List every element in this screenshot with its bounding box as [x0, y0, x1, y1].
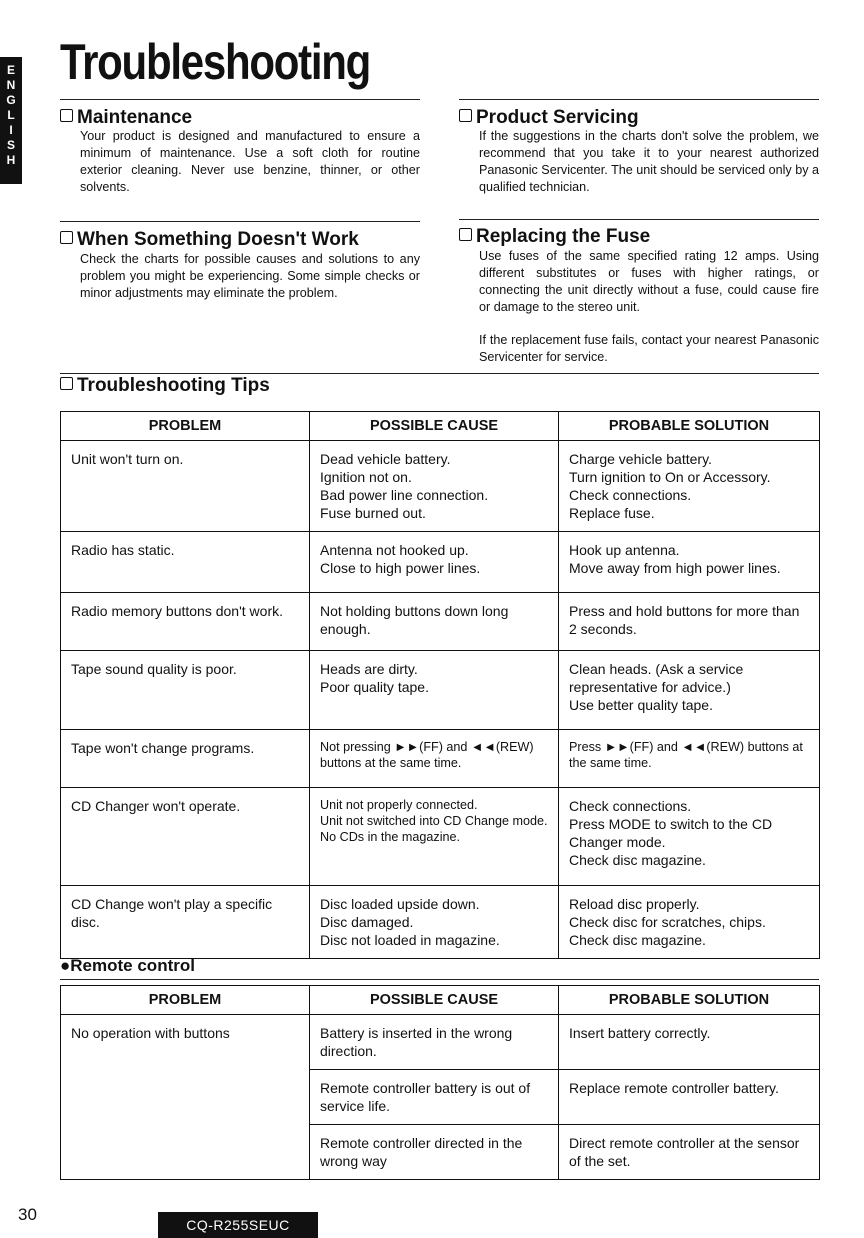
column-header-solution: PROBABLE SOLUTION [559, 986, 820, 1015]
cause-cell: Not holding buttons down long enough. [310, 593, 559, 651]
solution-cell: Press ►►(FF) and ◄◄(REW) buttons at the same time. [559, 730, 820, 788]
divider [459, 99, 819, 100]
solution-cell: Direct remote controller at the sensor of the set. [559, 1125, 820, 1180]
table-row [61, 886, 820, 959]
replacing-fuse-heading-text: Replacing the Fuse [476, 226, 651, 247]
solution-cell: Press and hold buttons for more than 2 seconds. [559, 593, 820, 651]
problem-cell: CD Changer won't operate. [61, 788, 310, 886]
replacing-fuse-heading [459, 226, 650, 248]
when-doesnt-work-body: Check the charts for possible causes and solutions to any problem you might be experiencing. Some simple checks or minor adjustments may eliminate the problem. [80, 252, 420, 300]
table-header-row [61, 412, 820, 441]
product-servicing-heading-text: Product Servicing [476, 107, 639, 128]
column-header-problem: PROBLEM [61, 412, 310, 441]
tips-heading-text: Troubleshooting Tips [77, 375, 270, 396]
column-header-solution: PROBABLE SOLUTION [559, 412, 820, 441]
problem-cell: Unit won't turn on. [61, 441, 310, 532]
model-badge: CQ-R255SEUC [158, 1212, 318, 1238]
solution-cell: Clean heads. (Ask a service representative for advice.) Use better quality tape. [559, 651, 820, 730]
table-row [61, 593, 820, 651]
solution-cell: Hook up antenna. Move away from high power lines. [559, 532, 820, 593]
product-servicing-heading [459, 107, 639, 129]
cause-cell: Heads are dirty. Poor quality tape. [310, 651, 559, 730]
problem-cell: CD Change won't play a specific disc. [61, 886, 310, 959]
table-row [61, 788, 820, 886]
solution-cell: Check connections. Press MODE to switch to the CD Changer mode. Check disc magazine. [559, 788, 820, 886]
cause-cell: Antenna not hooked up. Close to high power lines. [310, 532, 559, 593]
solution-cell: Reload disc properly. Check disc for scratches, chips. Check disc magazine. [559, 886, 820, 959]
column-header-cause: POSSIBLE CAUSE [310, 412, 559, 441]
replacing-fuse-body-2: If the replacement fuse fails, contact your nearest Panasonic Servicenter for service. [479, 333, 819, 364]
page-title: Troubleshooting [60, 34, 371, 90]
column-header-problem: PROBLEM [61, 986, 310, 1015]
table-row [61, 651, 820, 730]
table-row [61, 532, 820, 593]
maintenance-body: Your product is designed and manufactured to ensure a minimum of maintenance. Use a soft cloth for routine exterior cleaning. Never use benzine, thinner, or other solvents. [80, 129, 420, 194]
solution-cell: Charge vehicle battery. Turn ignition to On or Accessory. Check connections. Replace fuse. [559, 441, 820, 532]
troubleshooting-table [60, 411, 820, 959]
remote-control-table [60, 985, 820, 1180]
remote-control-heading [60, 956, 195, 976]
problem-cell: Tape sound quality is poor. [61, 651, 310, 730]
replacing-fuse-body: Use fuses of the same specified rating 12 amps. Using different substitutes or fuses with higher ratings, or connecting the unit directly without a fuse, could cause fire or damage to the stereo unit. [479, 249, 819, 314]
cause-cell: Battery is inserted in the wrong direction. [310, 1015, 559, 1070]
remote-control-heading-text: Remote control [70, 956, 195, 975]
cause-cell: Not pressing ►►(FF) and ◄◄(REW) buttons at the same time. [310, 730, 559, 788]
problem-cell: No operation with buttons [61, 1015, 310, 1180]
problem-cell: Tape won't change programs. [61, 730, 310, 788]
cause-cell: Unit not properly connected. Unit not switched into CD Change mode. No CDs in the magazine. [310, 788, 559, 886]
divider [60, 979, 819, 980]
divider [60, 373, 819, 374]
when-doesnt-work-heading [60, 229, 359, 251]
checkbox-square-icon [60, 231, 73, 244]
column-header-cause: POSSIBLE CAUSE [310, 986, 559, 1015]
problem-cell: Radio memory buttons don't work. [61, 593, 310, 651]
problem-cell: Radio has static. [61, 532, 310, 593]
divider [459, 219, 819, 220]
page-number: 30 [18, 1205, 37, 1224]
table-row [61, 441, 820, 532]
divider [60, 99, 420, 100]
table-row [61, 1015, 820, 1070]
maintenance-heading [60, 107, 192, 129]
table-row [61, 730, 820, 788]
checkbox-square-icon [60, 377, 73, 390]
cause-cell: Disc loaded upside down. Disc damaged. Disc not loaded in magazine. [310, 886, 559, 959]
checkbox-square-icon [60, 109, 73, 122]
table-header-row [61, 986, 820, 1015]
divider [60, 221, 420, 222]
language-tab: E N G L I S H [0, 57, 22, 184]
solution-cell: Replace remote controller battery. [559, 1070, 820, 1125]
maintenance-heading-text: Maintenance [77, 107, 193, 128]
bullet-icon: ● [60, 956, 71, 975]
cause-cell: Remote controller battery is out of service life. [310, 1070, 559, 1125]
cause-cell: Dead vehicle battery. Ignition not on. Bad power line connection. Fuse burned out. [310, 441, 559, 532]
product-servicing-body: If the suggestions in the charts don't solve the problem, we recommend that you take it to your nearest authorized Panasonic Servicenter. The unit should be serviced only by a qualified technician. [479, 129, 820, 194]
tips-heading [60, 375, 270, 397]
checkbox-square-icon [459, 109, 472, 122]
solution-cell: Insert battery correctly. [559, 1015, 820, 1070]
cause-cell: Remote controller directed in the wrong way [310, 1125, 559, 1180]
checkbox-square-icon [459, 228, 472, 241]
when-doesnt-work-heading-text: When Something Doesn't Work [77, 229, 359, 250]
